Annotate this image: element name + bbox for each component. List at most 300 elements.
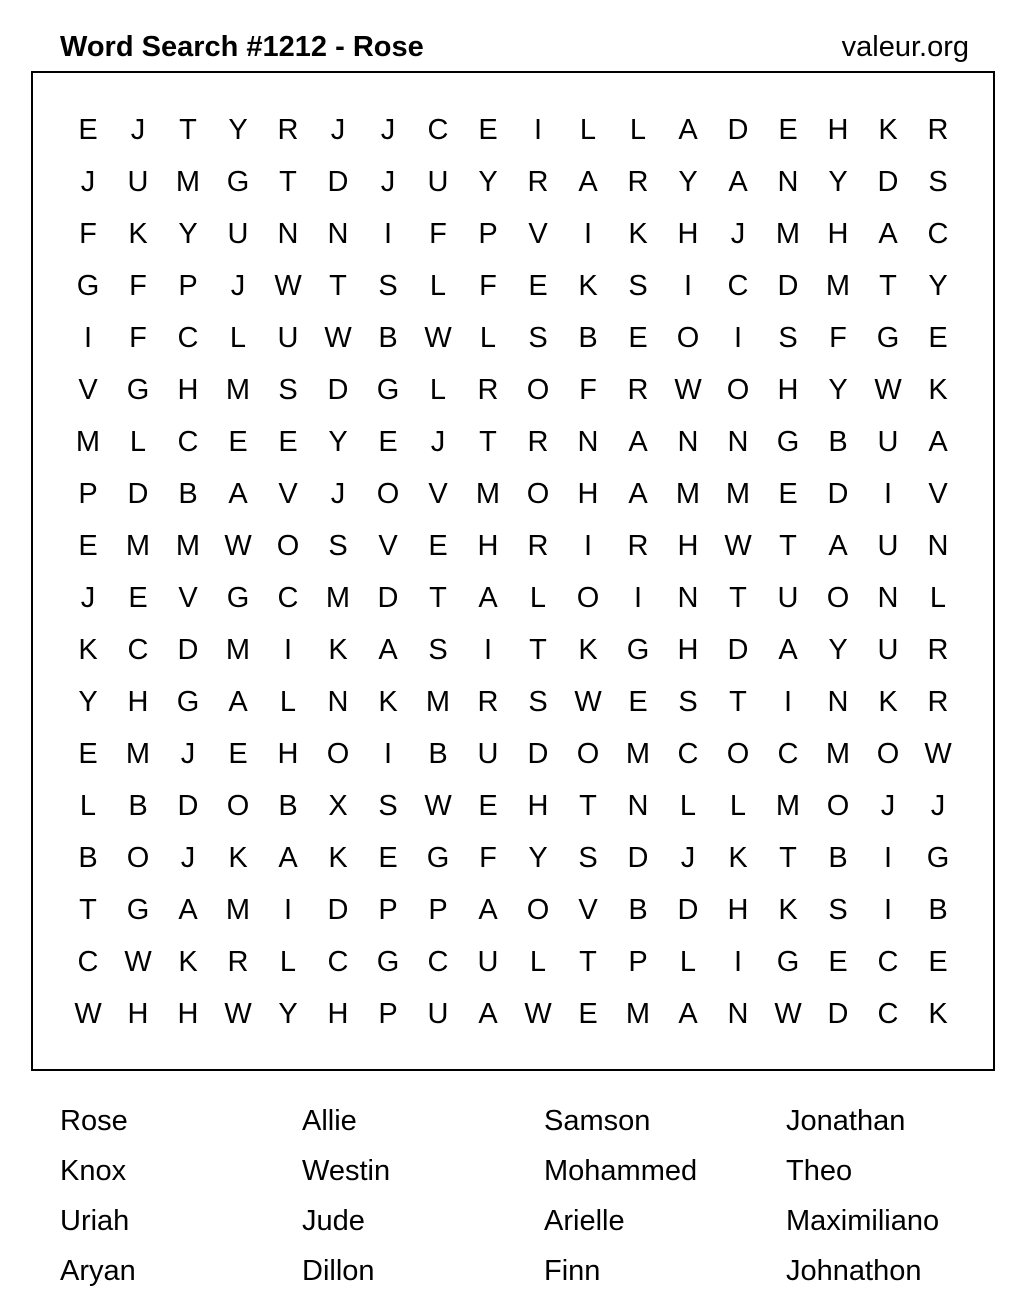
grid-letter: N: [677, 582, 699, 614]
grid-letter: B: [128, 790, 148, 822]
grid-letter: S: [528, 686, 548, 718]
grid-letter: M: [725, 478, 751, 510]
grid-letter: N: [877, 582, 899, 614]
grid-letter: A: [228, 478, 248, 510]
letter-grid: [63, 104, 963, 1040]
grid-letter: K: [878, 114, 898, 146]
grid-letter: V: [428, 478, 448, 510]
site-name: valeur.org: [841, 31, 969, 63]
grid-letter: S: [278, 374, 298, 406]
grid-letter: E: [128, 582, 148, 614]
grid-letter: S: [778, 322, 798, 354]
grid-letter: R: [527, 166, 549, 198]
grid-letter: B: [178, 478, 198, 510]
grid-letter: Y: [828, 374, 848, 406]
grid-letter: J: [380, 114, 396, 146]
word-list-item: Jonathan: [786, 1105, 906, 1137]
grid-letter: E: [478, 790, 498, 822]
grid-letter: J: [730, 218, 746, 250]
grid-letter: V: [578, 894, 598, 926]
grid-letter: J: [930, 790, 946, 822]
grid-letter: J: [680, 842, 696, 874]
grid-letter: O: [876, 738, 900, 770]
grid-letter: C: [427, 114, 449, 146]
grid-letter: Y: [828, 634, 848, 666]
grid-letter: S: [928, 166, 948, 198]
grid-letter: W: [774, 998, 802, 1030]
grid-letter: I: [283, 634, 293, 666]
grid-letter: I: [283, 894, 293, 926]
grid-letter: P: [378, 894, 398, 926]
grid-letter: A: [178, 894, 198, 926]
grid-letter: C: [427, 946, 449, 978]
grid-letter: Y: [928, 270, 948, 302]
grid-letter: K: [878, 686, 898, 718]
grid-letter: D: [777, 270, 799, 302]
grid-letter: E: [378, 426, 398, 458]
grid-letter: I: [883, 478, 893, 510]
grid-letter: V: [278, 478, 298, 510]
grid-letter: K: [628, 218, 648, 250]
grid-letter: T: [779, 530, 797, 562]
grid-letter: A: [478, 894, 498, 926]
grid-letter: D: [127, 478, 149, 510]
grid-letter: H: [277, 738, 299, 770]
grid-letter: C: [727, 270, 749, 302]
grid-letter: W: [424, 790, 452, 822]
grid-letter: M: [125, 530, 151, 562]
grid-letter: O: [726, 738, 750, 770]
grid-letter: R: [927, 686, 949, 718]
grid-letter: J: [180, 842, 196, 874]
grid-letter: G: [776, 426, 800, 458]
grid-letter: A: [728, 166, 748, 198]
grid-letter: G: [126, 374, 150, 406]
grid-letter: M: [225, 894, 251, 926]
grid-letter: W: [424, 322, 452, 354]
grid-letter: D: [527, 738, 549, 770]
grid-letter: W: [124, 946, 152, 978]
grid-letter: J: [180, 738, 196, 770]
grid-letter: U: [777, 582, 799, 614]
grid-letter: H: [327, 998, 349, 1030]
grid-letter: O: [676, 322, 700, 354]
grid-letter: F: [479, 270, 497, 302]
grid-letter: Y: [828, 166, 848, 198]
grid-letter: N: [327, 686, 349, 718]
grid-letter: J: [430, 426, 446, 458]
grid-letter: M: [675, 478, 701, 510]
grid-letter: T: [329, 270, 347, 302]
grid-letter: G: [926, 842, 950, 874]
grid-letter: V: [178, 582, 198, 614]
grid-letter: L: [429, 374, 447, 406]
grid-letter: A: [878, 218, 898, 250]
grid-letter: D: [877, 166, 899, 198]
grid-letter: K: [328, 842, 348, 874]
grid-letter: L: [279, 686, 297, 718]
grid-letter: K: [178, 946, 198, 978]
grid-letter: R: [927, 114, 949, 146]
grid-letter: L: [529, 946, 547, 978]
grid-letter: U: [877, 530, 899, 562]
grid-letter: A: [278, 842, 298, 874]
grid-letter: B: [78, 842, 98, 874]
grid-letter: Y: [478, 166, 498, 198]
grid-letter: T: [579, 790, 597, 822]
grid-letter: S: [428, 634, 448, 666]
grid-letter: P: [478, 218, 498, 250]
grid-letter: A: [628, 478, 648, 510]
grid-letter: G: [226, 582, 250, 614]
grid-letter: D: [327, 374, 349, 406]
grid-letter: U: [277, 322, 299, 354]
grid-letter: G: [226, 166, 250, 198]
word-list-item: Allie: [302, 1105, 357, 1137]
grid-letter: B: [578, 322, 598, 354]
grid-letter: B: [828, 426, 848, 458]
grid-letter: W: [324, 322, 352, 354]
grid-letter: L: [929, 582, 947, 614]
grid-letter: F: [129, 322, 147, 354]
grid-letter: L: [679, 946, 697, 978]
grid-letter: W: [574, 686, 602, 718]
grid-letter: M: [175, 530, 201, 562]
grid-letter: B: [428, 738, 448, 770]
grid-letter: C: [277, 582, 299, 614]
grid-letter: E: [778, 114, 798, 146]
grid-letter: Y: [228, 114, 248, 146]
grid-letter: O: [526, 894, 550, 926]
grid-letter: G: [426, 842, 450, 874]
grid-letter: C: [127, 634, 149, 666]
grid-letter: S: [528, 322, 548, 354]
grid-letter: C: [877, 998, 899, 1030]
grid-letter: J: [330, 478, 346, 510]
word-list: [60, 1096, 1020, 1296]
grid-letter: U: [477, 946, 499, 978]
grid-letter: E: [478, 114, 498, 146]
grid-letter: O: [276, 530, 300, 562]
grid-letter: W: [724, 530, 752, 562]
grid-letter: J: [130, 114, 146, 146]
grid-letter: N: [627, 790, 649, 822]
grid-letter: Y: [178, 218, 198, 250]
grid-letter: K: [778, 894, 798, 926]
grid-letter: C: [177, 322, 199, 354]
grid-letter: E: [278, 426, 298, 458]
grid-letter: K: [228, 842, 248, 874]
grid-letter: Y: [528, 842, 548, 874]
grid-letter: C: [927, 218, 949, 250]
grid-letter: V: [928, 478, 948, 510]
grid-letter: D: [827, 998, 849, 1030]
grid-letter: L: [279, 946, 297, 978]
grid-letter: G: [126, 894, 150, 926]
grid-letter: T: [729, 686, 747, 718]
grid-letter: L: [229, 322, 247, 354]
word-list-item: Arielle: [544, 1205, 625, 1237]
grid-letter: E: [928, 946, 948, 978]
grid-letter: F: [429, 218, 447, 250]
grid-letter: V: [528, 218, 548, 250]
grid-letter: I: [733, 946, 743, 978]
grid-letter: G: [376, 946, 400, 978]
grid-letter: O: [576, 738, 600, 770]
grid-letter: N: [727, 998, 749, 1030]
grid-letter: I: [883, 894, 893, 926]
grid-letter: D: [627, 842, 649, 874]
grid-letter: F: [479, 842, 497, 874]
grid-letter: A: [778, 634, 798, 666]
grid-letter: C: [177, 426, 199, 458]
grid-letter: O: [826, 790, 850, 822]
grid-letter: T: [179, 114, 197, 146]
grid-letter: S: [678, 686, 698, 718]
grid-letter: N: [577, 426, 599, 458]
grid-letter: O: [526, 374, 550, 406]
grid-letter: Y: [78, 686, 98, 718]
grid-letter: U: [427, 998, 449, 1030]
grid-letter: L: [729, 790, 747, 822]
grid-letter: X: [328, 790, 348, 822]
grid-letter: D: [177, 634, 199, 666]
grid-letter: V: [378, 530, 398, 562]
grid-letter: C: [877, 946, 899, 978]
grid-letter: T: [879, 270, 897, 302]
grid-letter: K: [578, 634, 598, 666]
grid-letter: W: [224, 530, 252, 562]
grid-letter: Y: [278, 998, 298, 1030]
grid-letter: K: [128, 218, 148, 250]
grid-letter: M: [425, 686, 451, 718]
grid-letter: C: [777, 738, 799, 770]
grid-letter: R: [277, 114, 299, 146]
grid-letter: J: [230, 270, 246, 302]
grid-letter: K: [78, 634, 98, 666]
grid-letter: M: [825, 270, 851, 302]
grid-letter: E: [428, 530, 448, 562]
grid-letter: I: [783, 686, 793, 718]
grid-letter: H: [127, 686, 149, 718]
grid-letter: T: [279, 166, 297, 198]
grid-letter: E: [928, 322, 948, 354]
grid-letter: F: [79, 218, 97, 250]
grid-letter: U: [877, 426, 899, 458]
grid-letter: H: [677, 530, 699, 562]
grid-letter: L: [679, 790, 697, 822]
grid-letter: S: [378, 270, 398, 302]
grid-letter: P: [378, 998, 398, 1030]
grid-letter: I: [583, 530, 593, 562]
word-list-item: Dillon: [302, 1255, 375, 1287]
grid-letter: A: [378, 634, 398, 666]
grid-letter: Y: [328, 426, 348, 458]
grid-letter: F: [579, 374, 597, 406]
grid-letter: C: [327, 946, 349, 978]
grid-letter: C: [77, 946, 99, 978]
grid-letter: P: [178, 270, 198, 302]
grid-letter: H: [677, 634, 699, 666]
grid-letter: O: [326, 738, 350, 770]
grid-letter: E: [78, 530, 98, 562]
grid-letter: M: [125, 738, 151, 770]
grid-letter: M: [775, 790, 801, 822]
word-list-item: Theo: [786, 1155, 853, 1187]
grid-letter: O: [126, 842, 150, 874]
grid-letter: G: [776, 946, 800, 978]
grid-letter: N: [927, 530, 949, 562]
grid-letter: U: [227, 218, 249, 250]
grid-letter: A: [578, 166, 598, 198]
grid-letter: R: [627, 530, 649, 562]
grid-letter: T: [429, 582, 447, 614]
grid-letter: G: [76, 270, 100, 302]
grid-letter: W: [924, 738, 952, 770]
word-list-item: Aryan: [60, 1255, 136, 1287]
grid-letter: A: [678, 114, 698, 146]
grid-letter: H: [177, 374, 199, 406]
grid-letter: K: [728, 842, 748, 874]
grid-letter: O: [826, 582, 850, 614]
grid-letter: J: [80, 582, 96, 614]
grid-letter: K: [928, 998, 948, 1030]
grid-letter: D: [677, 894, 699, 926]
grid-letter: T: [579, 946, 597, 978]
grid-letter: L: [429, 270, 447, 302]
grid-letter: I: [683, 270, 693, 302]
grid-letter: K: [328, 634, 348, 666]
grid-letter: W: [874, 374, 902, 406]
grid-letter: D: [727, 634, 749, 666]
grid-letter: O: [576, 582, 600, 614]
grid-letter: M: [625, 738, 651, 770]
grid-letter: T: [79, 894, 97, 926]
grid-letter: B: [828, 842, 848, 874]
grid-letter: P: [78, 478, 98, 510]
grid-letter: E: [628, 322, 648, 354]
grid-letter: G: [176, 686, 200, 718]
grid-letter: E: [778, 478, 798, 510]
grid-letter: R: [527, 530, 549, 562]
grid-letter: W: [274, 270, 302, 302]
grid-letter: O: [726, 374, 750, 406]
grid-letter: O: [376, 478, 400, 510]
grid-letter: U: [427, 166, 449, 198]
grid-letter: W: [524, 998, 552, 1030]
grid-letter: B: [278, 790, 298, 822]
grid-letter: L: [129, 426, 147, 458]
grid-letter: T: [729, 582, 747, 614]
grid-letter: E: [578, 998, 598, 1030]
grid-letter: T: [779, 842, 797, 874]
grid-letter: J: [880, 790, 896, 822]
grid-letter: N: [277, 218, 299, 250]
grid-letter: O: [526, 478, 550, 510]
grid-letter: P: [628, 946, 648, 978]
grid-letter: I: [883, 842, 893, 874]
grid-letter: A: [928, 426, 948, 458]
grid-letter: K: [928, 374, 948, 406]
grid-letter: A: [678, 998, 698, 1030]
grid-letter: B: [628, 894, 648, 926]
grid-letter: H: [777, 374, 799, 406]
word-list-item: Uriah: [60, 1205, 130, 1237]
grid-letter: H: [477, 530, 499, 562]
grid-letter: E: [228, 426, 248, 458]
word-list-item: Johnathon: [786, 1255, 922, 1287]
grid-letter: M: [225, 374, 251, 406]
grid-letter: M: [325, 582, 351, 614]
grid-letter: V: [78, 374, 98, 406]
grid-letter: R: [477, 374, 499, 406]
grid-letter: N: [827, 686, 849, 718]
grid-letter: I: [483, 634, 493, 666]
grid-letter: D: [827, 478, 849, 510]
grid-letter: E: [528, 270, 548, 302]
word-list-item: Samson: [544, 1105, 651, 1137]
grid-letter: L: [479, 322, 497, 354]
word-list-item: Westin: [302, 1155, 391, 1187]
grid-letter: G: [626, 634, 650, 666]
grid-letter: D: [377, 582, 399, 614]
grid-letter: H: [827, 218, 849, 250]
grid-letter: L: [579, 114, 597, 146]
grid-letter: E: [628, 686, 648, 718]
word-list-item: Mohammed: [544, 1155, 698, 1187]
grid-letter: N: [727, 426, 749, 458]
word-list-item: Maximiliano: [786, 1205, 940, 1237]
grid-letter: S: [628, 270, 648, 302]
grid-letter: R: [477, 686, 499, 718]
grid-letter: J: [380, 166, 396, 198]
grid-letter: H: [727, 894, 749, 926]
grid-letter: I: [633, 582, 643, 614]
grid-letter: M: [625, 998, 651, 1030]
grid-letter: I: [383, 738, 393, 770]
word-list-item: Rose: [60, 1105, 128, 1137]
grid-letter: R: [527, 426, 549, 458]
grid-letter: L: [629, 114, 647, 146]
grid-letter: W: [74, 998, 102, 1030]
grid-letter: I: [583, 218, 593, 250]
grid-letter: B: [378, 322, 398, 354]
grid-letter: E: [828, 946, 848, 978]
grid-letter: K: [378, 686, 398, 718]
grid-letter: I: [383, 218, 393, 250]
grid-letter: F: [829, 322, 847, 354]
grid-letter: I: [533, 114, 543, 146]
grid-letter: O: [226, 790, 250, 822]
grid-letter: R: [227, 946, 249, 978]
grid-letter: F: [129, 270, 147, 302]
grid-letter: N: [777, 166, 799, 198]
grid-letter: Y: [678, 166, 698, 198]
grid-letter: H: [127, 998, 149, 1030]
grid-letter: D: [327, 166, 349, 198]
grid-letter: U: [127, 166, 149, 198]
grid-letter: M: [75, 426, 101, 458]
page-title: Word Search #1212 - Rose: [60, 31, 424, 63]
grid-letter: E: [78, 738, 98, 770]
grid-letter: M: [175, 166, 201, 198]
grid-letter: S: [828, 894, 848, 926]
grid-letter: H: [527, 790, 549, 822]
grid-letter: R: [927, 634, 949, 666]
grid-letter: E: [78, 114, 98, 146]
grid-letter: S: [378, 790, 398, 822]
word-list-item: Finn: [544, 1255, 601, 1287]
